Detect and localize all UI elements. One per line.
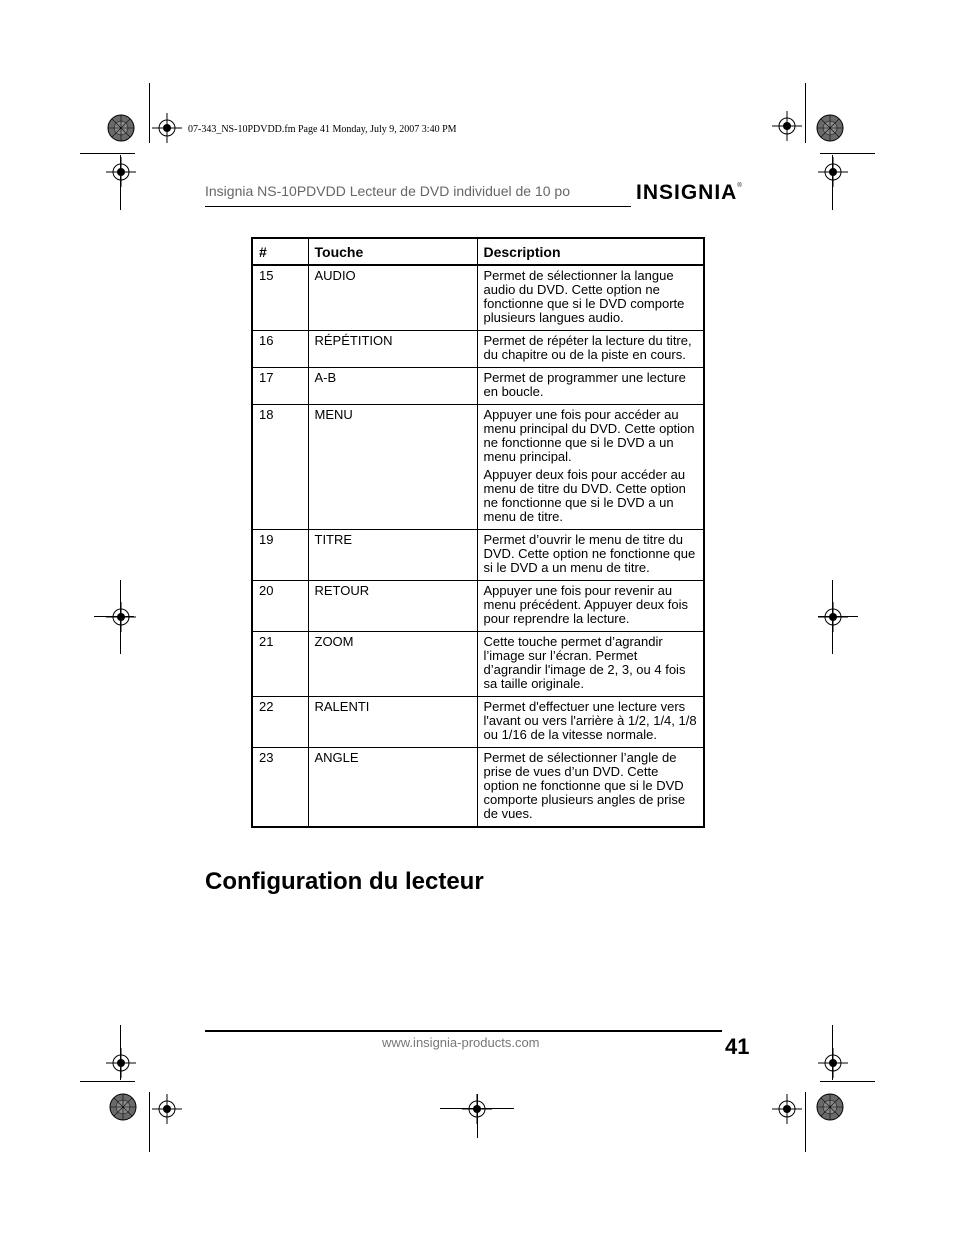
crop-mark (120, 580, 121, 654)
registration-crosshair-icon (818, 1048, 848, 1078)
crop-mark (477, 1094, 478, 1138)
row-number: 16 (252, 331, 308, 368)
logo-registered-mark: ® (737, 183, 743, 189)
page-number: 41 (725, 1034, 750, 1059)
row-description (477, 581, 704, 632)
table-row (252, 331, 704, 368)
remote-keys-table (251, 237, 705, 828)
row-key: RÉPÉTITION (308, 331, 477, 368)
star-target-icon (816, 1093, 844, 1121)
crop-mark (820, 1081, 875, 1082)
table-row (252, 748, 704, 828)
table-row (252, 405, 704, 530)
star-target-icon (816, 114, 844, 142)
row-number: 21 (252, 632, 308, 697)
description-paragraph: Permet de sélectionner la langue audio du DVD. Cette option ne fonctionne que si le DVD comporte plusieurs langues audio. (483, 268, 685, 325)
registration-crosshair-icon (106, 1048, 136, 1078)
table-row (252, 632, 704, 697)
printer-slug: 07-343_NS-10PDVDD.fm Page 41 Monday, July 9, 2007 3:40 PM (188, 124, 457, 135)
row-number: 23 (252, 748, 308, 828)
table-row (252, 581, 704, 632)
row-key: MENU (308, 405, 477, 530)
row-number: 19 (252, 530, 308, 581)
registration-crosshair-icon (818, 602, 848, 632)
crop-mark (818, 616, 858, 617)
description-paragraph: Appuyer une fois pour accéder au menu principal du DVD. Cette option ne fonctionne que si le DVD a un menu principal. (483, 407, 695, 464)
table-row (252, 368, 704, 405)
registration-crosshair-icon (152, 113, 182, 143)
row-description (477, 331, 704, 368)
registration-crosshair-icon (772, 111, 802, 141)
registration-crosshair-icon (152, 1094, 182, 1124)
table-row (252, 265, 704, 331)
row-description (477, 697, 704, 748)
registration-crosshair-icon (106, 157, 136, 187)
row-number: 22 (252, 697, 308, 748)
registration-crosshair-icon (772, 1094, 802, 1124)
row-key: ZOOM (308, 632, 477, 697)
row-key: ANGLE (308, 748, 477, 828)
crop-mark (832, 580, 833, 654)
footer-url: www.insignia-products.com (382, 1035, 540, 1050)
crop-mark (149, 1092, 150, 1152)
description-paragraph: Cette touche permet d’agrandir l’image sur l’écran. Permet d’agrandir l'image de 2, 3, ou 4 fois sa taille originale. (483, 634, 686, 691)
footer-rule (205, 1030, 722, 1032)
table-header-row (252, 238, 704, 265)
crop-mark (80, 153, 135, 154)
row-number: 20 (252, 581, 308, 632)
insignia-logo (636, 181, 743, 205)
row-description (477, 530, 704, 581)
crop-mark (80, 1081, 135, 1082)
row-key: RALENTI (308, 697, 477, 748)
crop-mark (149, 83, 150, 143)
column-header-description: Description (477, 238, 704, 265)
row-key: A-B (308, 368, 477, 405)
logo-text: INSIGNIA (636, 181, 738, 204)
star-target-icon (107, 114, 135, 142)
column-header-number: # (252, 238, 308, 265)
row-number: 18 (252, 405, 308, 530)
description-paragraph: Permet de sélectionner l’angle de prise de vues d’un DVD. Cette option ne fonctionne que si le DVD comporte plusieurs angles de prise de vues. (483, 750, 686, 821)
description-paragraph: Permet de programmer une lecture en boucle. (483, 370, 686, 399)
registration-crosshair-icon (818, 157, 848, 187)
registration-crosshair-icon (106, 602, 136, 632)
star-target-icon (109, 1093, 137, 1121)
crop-mark (94, 616, 134, 617)
row-number: 15 (252, 265, 308, 331)
row-description (477, 265, 704, 331)
description-paragraph: Permet d'effectuer une lecture vers l'avant ou vers l'arrière à 1/2, 1/4, 1/8 ou 1/16 de la vitesse normale. (483, 699, 697, 742)
row-description (477, 405, 704, 530)
table-row (252, 530, 704, 581)
description-paragraph: Appuyer une fois pour revenir au menu précédent. Appuyer deux fois pour reprendre la lecture. (483, 583, 689, 626)
row-description (477, 368, 704, 405)
row-description (477, 748, 704, 828)
crop-mark (805, 83, 806, 143)
row-key: RETOUR (308, 581, 477, 632)
column-header-key: Touche (308, 238, 477, 265)
row-key: TITRE (308, 530, 477, 581)
section-title: Configuration du lecteur (205, 868, 484, 895)
header-title: Insignia NS-10PDVDD Lecteur de DVD individuel de 10 po (205, 183, 570, 199)
description-paragraph: Appuyer deux fois pour accéder au menu de titre du DVD. Cette option ne fonctionne que si le DVD a un menu de titre. (483, 467, 686, 524)
row-key: AUDIO (308, 265, 477, 331)
description-paragraph: Permet d’ouvrir le menu de titre du DVD. Cette option ne fonctionne que si le DVD a un menu de titre. (483, 532, 696, 575)
row-number: 17 (252, 368, 308, 405)
crop-mark (805, 1092, 806, 1152)
header-rule (205, 206, 631, 207)
row-description (477, 632, 704, 697)
crop-mark (820, 153, 875, 154)
table-row (252, 697, 704, 748)
description-paragraph: Permet de répéter la lecture du titre, du chapitre ou de la piste en cours. (483, 333, 692, 362)
